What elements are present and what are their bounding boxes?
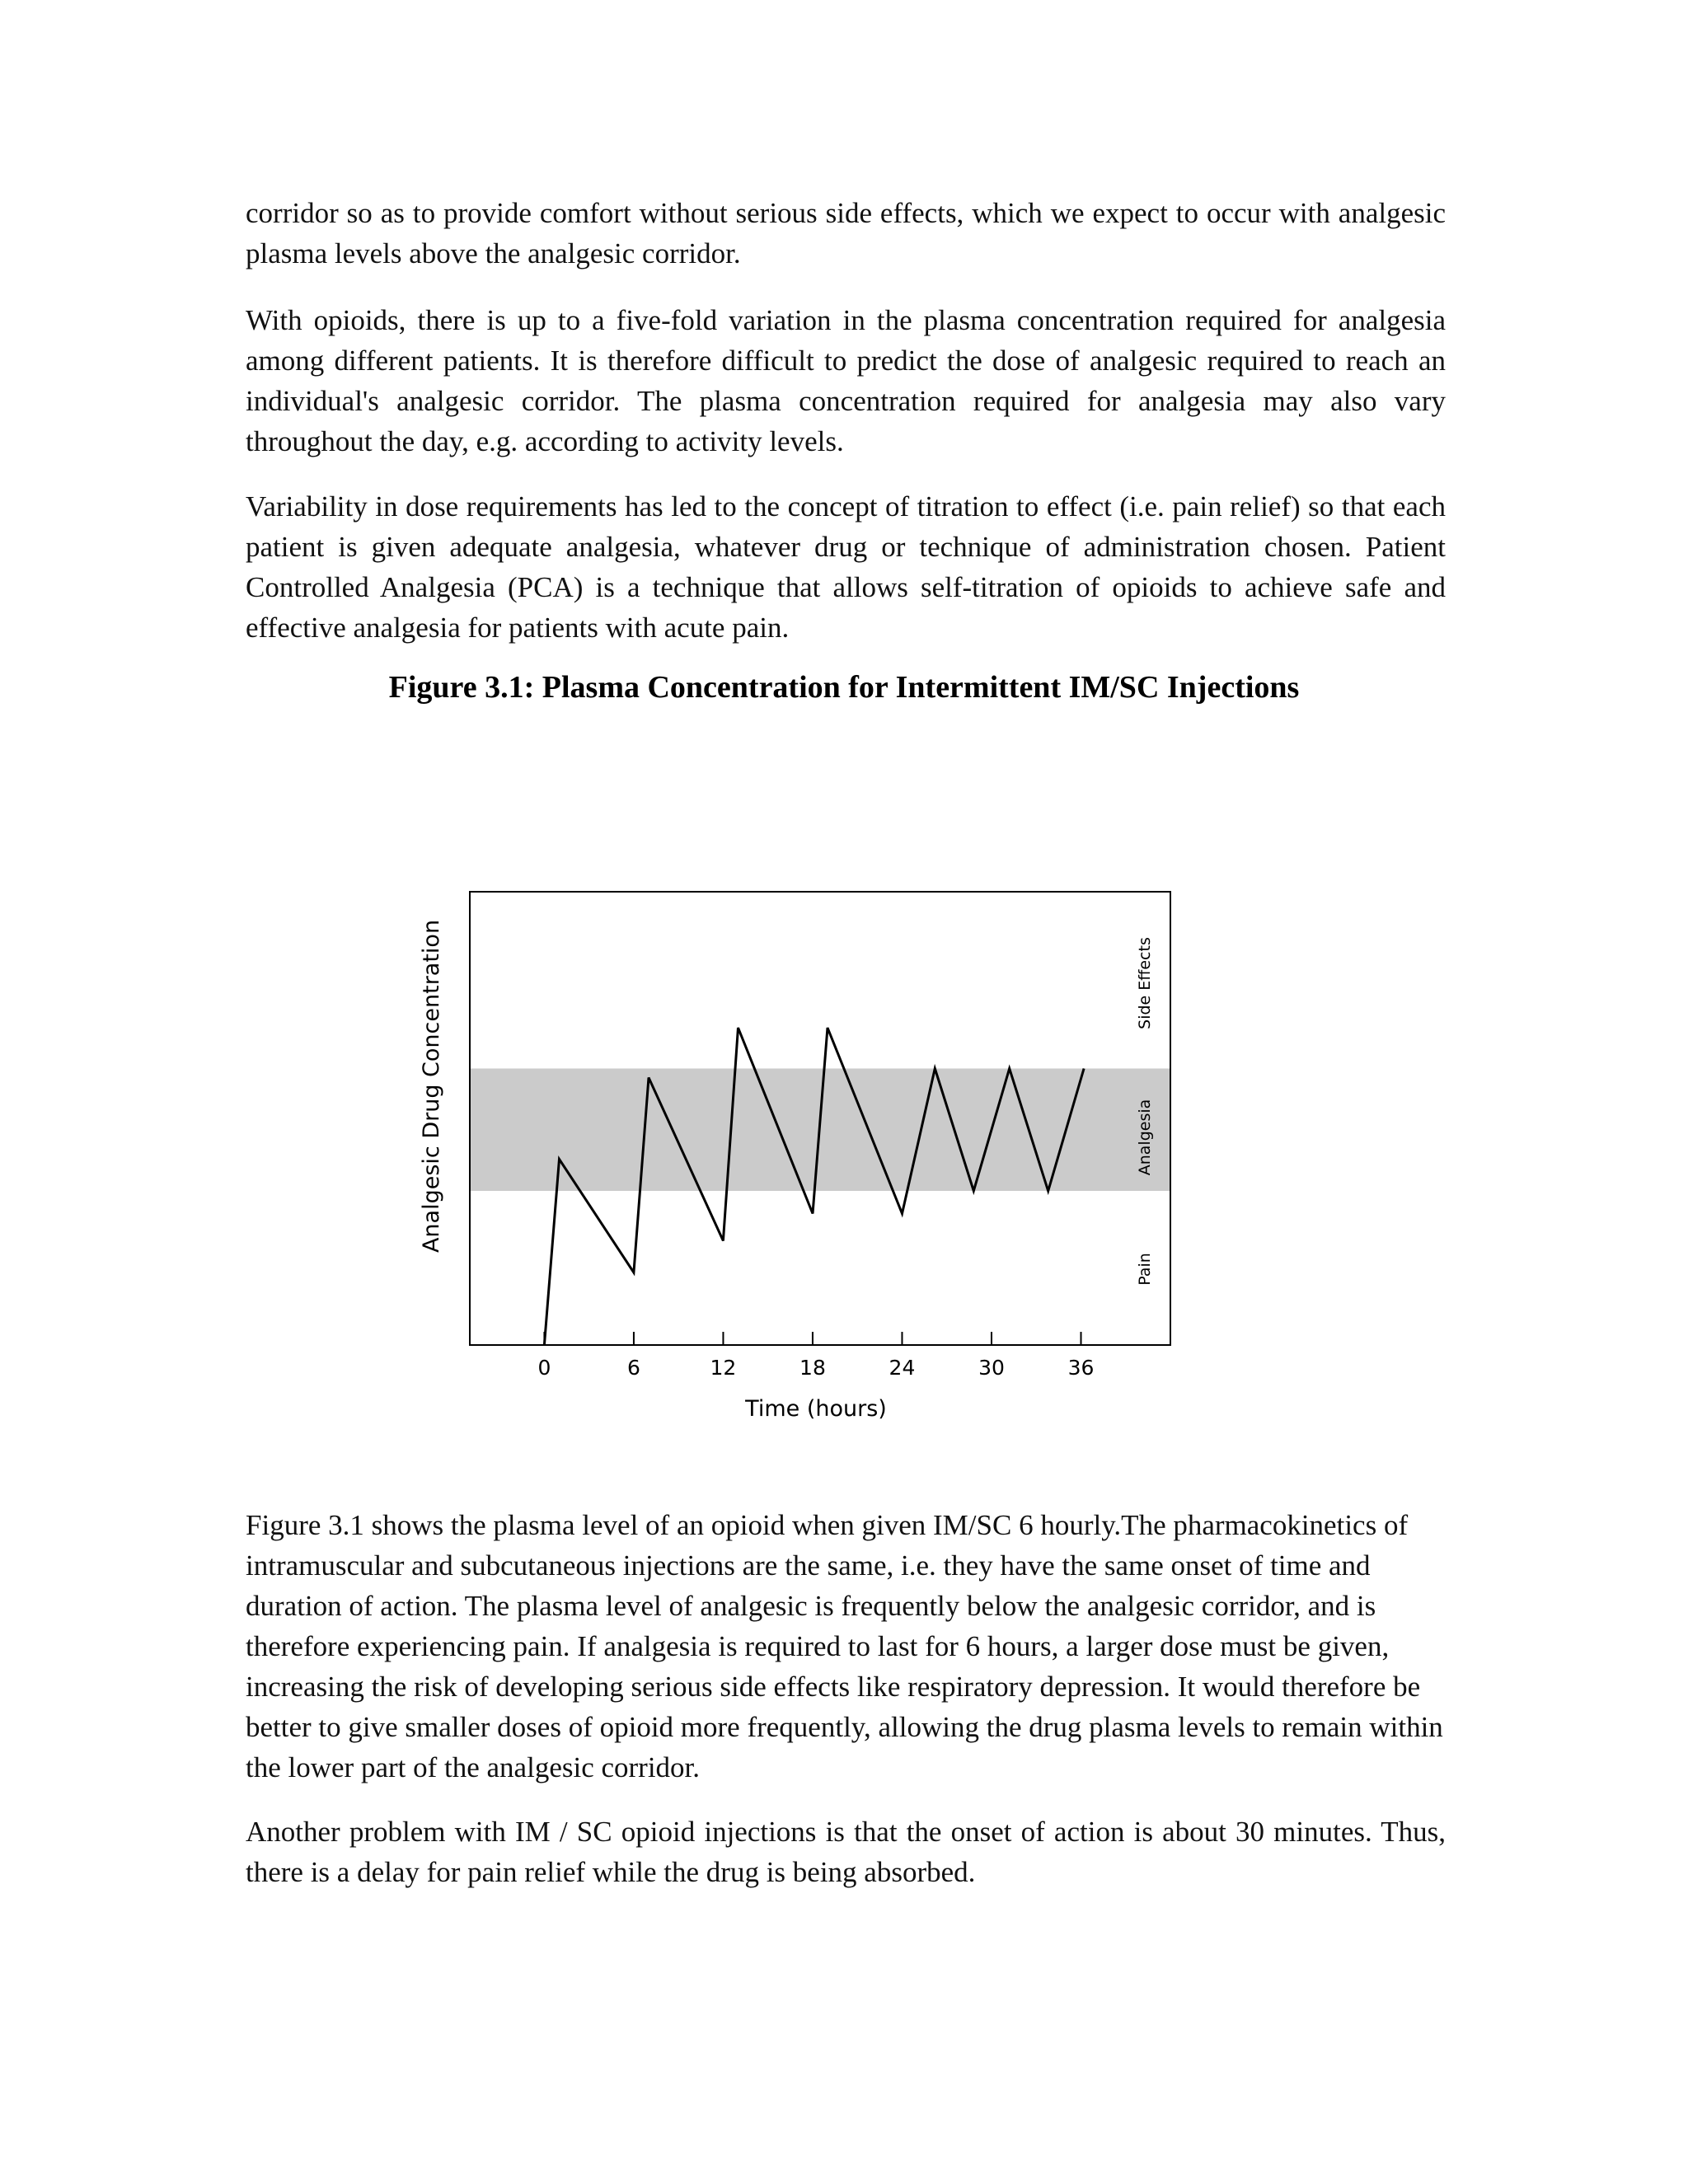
- zone-label-side-effects: Side Effects: [1136, 937, 1154, 1029]
- paragraph-3: Variability in dose requirements has led to the concept of titration to effect (i.e. pain relief) so that each patient is given adequate analgesia, whatever drug or technique of administration chosen. Patient Controlled Analgesia (PCA) is a technique that allows self-titration of opioids to achieve safe and effective analgesia for patients with acute pain.: [246, 490, 1446, 644]
- x-tick-label: 36: [1067, 1356, 1095, 1380]
- paragraph-4: Figure 3.1 shows the plasma level of an opioid when given IM/SC 6 hourly.The pharmacokinetics of intramuscular and subcutaneous injections are the same, i.e. they have the same onset of time and duration of action. The plasma level of analgesic is frequently below the analgesic corridor, and is therefore experiencing pain. If analgesia is required to last for 6 hours, a larger dose must be given, increasing the risk of developing serious side effects like respiratory depression. It would therefore be better to give smaller doses of opioid more frequently, allowing the drug plasma levels to remain within the lower part of the analgesic corridor.: [246, 1509, 1443, 1783]
- x-axis-ticks: [537, 1332, 1094, 1380]
- paragraph-5: Another problem with IM / SC opioid injections is that the onset of action is about 30 minutes. Thus, there is a delay for pain relief while the drug is being absorbed.: [246, 1816, 1446, 1888]
- zone-label-analgesia: Analgesia: [1136, 1099, 1154, 1176]
- x-tick-label: 18: [799, 1356, 826, 1380]
- zone-label-pain: Pain: [1136, 1253, 1154, 1286]
- x-tick-label: 24: [889, 1356, 916, 1380]
- figure-title: Figure 3.1: Plasma Concentration for Intermittent IM/SC Injections: [388, 670, 1300, 705]
- paragraph-2: With opioids, there is up to a five-fold variation in the plasma concentration required for analgesia among different patients. It is therefore difficult to predict the dose of analgesic required to reach an individual's analgesic corridor. The plasma concentration required for analgesia may also vary throughout the day, e.g. according to activity levels.: [246, 304, 1446, 457]
- x-axis-label: Time (hours): [745, 1396, 887, 1422]
- x-tick-label: 6: [626, 1356, 640, 1380]
- paragraph-1: corridor so as to provide comfort without serious side effects, which we expect to occur with analgesic plasma levels above the analgesic corridor.: [246, 197, 1446, 269]
- x-tick-label: 30: [978, 1356, 1005, 1380]
- y-axis-label: Analgesic Drug Concentration: [419, 919, 444, 1254]
- x-tick-label: 0: [537, 1356, 551, 1380]
- x-tick-label: 12: [710, 1356, 737, 1380]
